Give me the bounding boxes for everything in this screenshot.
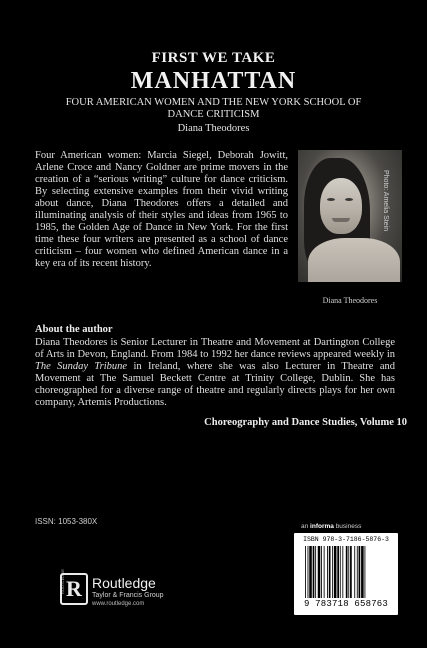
barcode-bar	[327, 546, 328, 598]
barcode-bar	[324, 546, 325, 598]
barcode-bar	[342, 546, 343, 598]
informa-suffix: business	[333, 523, 362, 530]
about-text-part2: in Ireland, where she was also Lecturer in Theatre and Movement at The Samuel Beckett Centre at Trinity College, Dublin. She has choreographed for a diverse range of theatre and regularly directs plays for her own company, Artemis Productions.	[35, 361, 395, 408]
barcode-bar	[357, 546, 358, 598]
informa-prefix: an	[301, 523, 311, 530]
newspaper-title: The Sunday Tribune	[35, 361, 128, 372]
photo-caption: Diana Theodores	[322, 296, 378, 305]
barcode-digits: 9 783718 658763	[303, 599, 388, 609]
barcode-bar	[313, 546, 315, 598]
barcode-bar	[361, 546, 364, 598]
issn-number: ISSN: 1053-380X	[35, 517, 98, 526]
barcode-bar	[346, 546, 348, 598]
barcode-bar	[348, 546, 349, 598]
barcode-icon	[304, 546, 390, 598]
barcode-bar	[321, 546, 322, 598]
about-author-heading: About the author	[35, 324, 113, 335]
photo-credit: Photo: Amelia Stein	[382, 170, 389, 232]
barcode-bar	[334, 546, 337, 598]
author-name: Diana Theodores	[177, 123, 250, 134]
book-blurb: Four American women: Marcia Siegel, Deborah Jowitt, Arlene Croce and Nancy Goldner are prime movers in the creation of a “serious writing” culture for dance criticism. By selecting extensive examples from their vivid writing about dance, Diana Theodores offers a detailed and illuminating analysis of their styles and ideas from 1965 to 1985, the Golden Age of Dance in New York. For the first time these four writers are presented as a school of dance criticism – four women who defined American dance in a key era of its recent history.	[35, 150, 288, 269]
routledge-logo-icon: R	[60, 573, 88, 605]
barcode-bar	[332, 546, 333, 598]
barcode-bar	[359, 546, 361, 598]
publisher-url: www.routledge.com	[92, 601, 145, 607]
publisher-group: Taylor & Francis Group	[92, 592, 164, 599]
barcode-bar	[309, 546, 312, 598]
barcode-bar	[337, 546, 339, 598]
about-author-text	[35, 337, 395, 409]
logo-side-mark: ROUTLEDGE	[59, 569, 65, 594]
subtitle: FOUR AMERICAN WOMEN AND THE NEW YORK SCHOOL OF DANCE CRITICISM	[65, 97, 362, 120]
barcode-bar	[354, 546, 355, 598]
publisher-logo	[59, 569, 260, 623]
publisher-name: Routledge	[92, 575, 156, 591]
barcode-bar	[305, 546, 306, 598]
informa-brand: informa	[310, 523, 334, 530]
informa-line	[301, 523, 361, 530]
title-line-1: FIRST WE TAKE	[151, 50, 276, 66]
barcode-panel	[294, 533, 398, 615]
barcode-bar	[308, 546, 309, 598]
barcode-bar	[329, 546, 331, 598]
isbn-label: ISBN 978-3-7186-5876-3	[303, 536, 389, 543]
barcode-bar	[318, 546, 321, 598]
title-line-2: MANHATTAN	[130, 68, 297, 94]
barcode-bar	[350, 546, 352, 598]
barcode-bar	[365, 546, 366, 598]
barcode-bar	[315, 546, 316, 598]
barcode-bar	[340, 546, 341, 598]
series-title: Choreography and Dance Studies, Volume 10	[204, 417, 407, 428]
about-text-part1: Diana Theodores is Senior Lecturer in Theatre and Movement at Dartington College of Arts in Devon, England. From 1984 to 1992 her dance reviews appeared weekly in	[35, 337, 395, 360]
